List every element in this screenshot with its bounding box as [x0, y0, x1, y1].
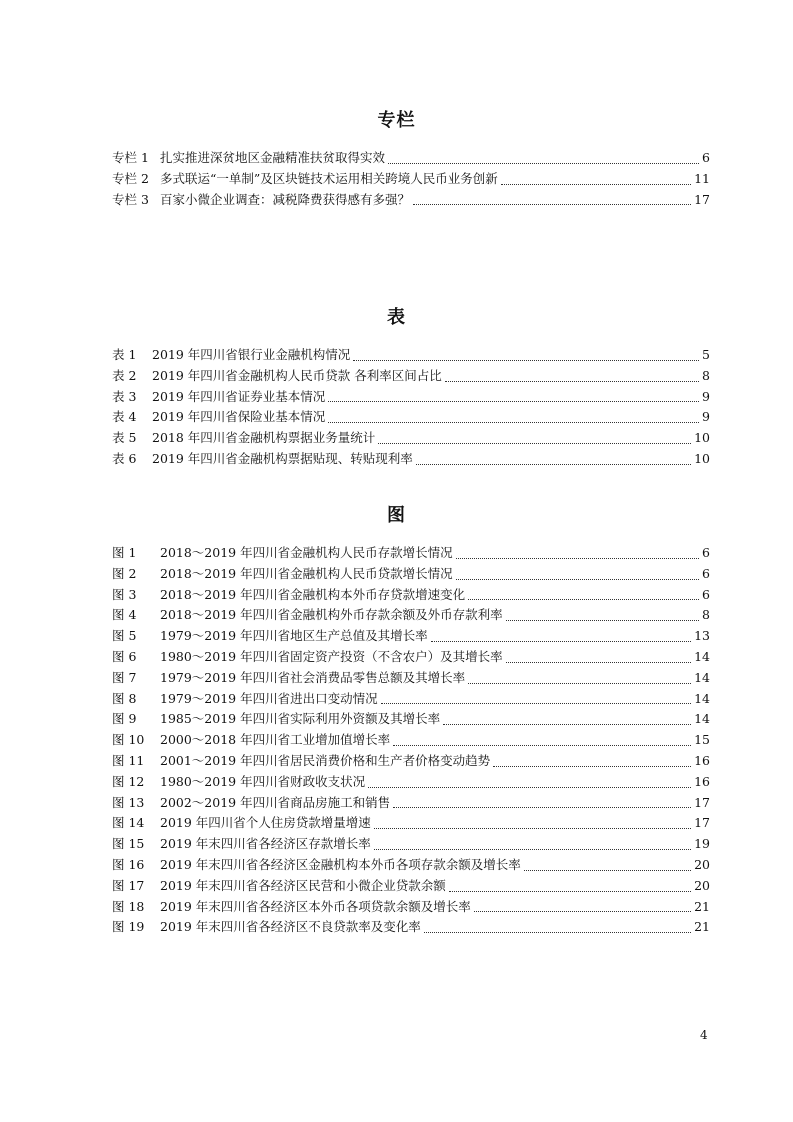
- toc-entry-label: 图 17: [112, 877, 145, 893]
- toc-entry-label: 图 8: [112, 690, 137, 706]
- toc-entry-page: 14: [694, 669, 710, 685]
- toc-entry-page: 19: [694, 836, 710, 852]
- toc-entry[interactable]: [112, 345, 710, 366]
- toc-entry-title: 2018～2019 年四川省金融机构人民币存款增长情况: [160, 545, 453, 560]
- toc-entry-title: 2019 年末四川省各经济区本外币各项贷款余额及增长率: [160, 898, 471, 914]
- toc-leader-dots: [468, 682, 691, 684]
- toc-entry-title: 2018 年四川省金融机构票据业务量统计: [152, 430, 376, 446]
- toc-entry-title: 2018～2019 年四川省金融机构人民币贷款增长情况: [160, 565, 453, 581]
- toc-entry[interactable]: [112, 407, 710, 428]
- toc-entry-title: 2019 年四川省金融机构票据贴现、转贴现利率: [152, 450, 413, 466]
- toc-leader-dots: [506, 661, 691, 663]
- toc-entry-title: 1980～2019 年四川省固定资产投资（不含农户）及其增长率: [160, 648, 503, 664]
- toc-entry[interactable]: [112, 543, 710, 564]
- toc-entry-title: 2019 年末四川省各经济区不良贷款率及变化率: [160, 919, 421, 935]
- toc-entry-page: 21: [694, 919, 710, 935]
- toc-entry-title: 2019 年四川省证券业基本情况: [152, 388, 326, 404]
- toc-entry-page: 8: [702, 367, 710, 383]
- toc-entry-label: 图 13: [112, 794, 145, 810]
- toc-leader-dots: [374, 848, 691, 850]
- toc-entry-label: 图 6: [112, 648, 137, 664]
- toc-entry[interactable]: [112, 366, 710, 387]
- toc-entry-label: 图 18: [112, 898, 145, 914]
- toc-entry-label: 图 10: [112, 732, 145, 748]
- toc-entry[interactable]: [112, 689, 710, 710]
- toc-entry-page: 16: [694, 773, 710, 789]
- page-number: 4: [700, 1028, 708, 1042]
- toc-entry-title: 2019 年末四川省各经济区民营和小微企业贷款余额: [160, 877, 446, 893]
- toc-entry-label: 表 5: [112, 430, 137, 446]
- toc-entry[interactable]: [112, 626, 710, 647]
- toc-entry[interactable]: [112, 730, 710, 751]
- toc-entry-title: 2019 年四川省个人住房贷款增量增速: [160, 815, 371, 831]
- toc-entry[interactable]: [112, 709, 710, 730]
- toc-entry-page: 6: [702, 586, 710, 602]
- toc-entry-page: 6: [702, 565, 710, 581]
- toc-entry-title: 1985～2019 年四川省实际利用外资额及其增长率: [160, 711, 441, 727]
- toc-entry[interactable]: [112, 917, 710, 938]
- toc-entry-page: 17: [694, 815, 710, 831]
- toc-entry-page: 21: [694, 898, 710, 914]
- toc-entry-page: 8: [702, 607, 710, 623]
- toc-entry-page: 5: [702, 347, 710, 362]
- toc-entry-title: 1980～2019 年四川省财政收支状况: [160, 773, 366, 789]
- toc-leader-dots: [381, 702, 691, 704]
- toc-entry-title: 2019 年四川省保险业基本情况: [152, 409, 326, 425]
- toc-entry-label: 图 9: [112, 711, 137, 727]
- toc-entry[interactable]: [112, 813, 710, 834]
- toc-leader-dots: [456, 578, 699, 580]
- toc-leader-dots: [416, 463, 691, 465]
- toc-entry[interactable]: [112, 449, 710, 470]
- toc-entry-label: 表 2: [112, 367, 137, 383]
- toc-entry-page: 20: [694, 877, 710, 893]
- toc-entry-label: 图 1: [112, 545, 137, 560]
- toc-entry[interactable]: [112, 387, 710, 408]
- toc-entry-page: 14: [694, 648, 710, 664]
- toc-entry-title: 2019 年末四川省各经济区金融机构本外币各项存款余额及增长率: [160, 856, 521, 872]
- toc-entry-title: 1979～2019 年四川省地区生产总值及其增长率: [160, 628, 428, 644]
- figures-heading: 图: [387, 505, 406, 526]
- toc-entry[interactable]: [112, 564, 710, 585]
- toc-entry-page: 6: [702, 150, 710, 165]
- toc-entry-label: 图 2: [112, 565, 137, 581]
- toc-entry-title: 2001～2019 年四川省居民消费价格和生产者价格变动趋势: [160, 752, 491, 768]
- toc-entry-label: 图 15: [112, 836, 145, 852]
- toc-entry[interactable]: [112, 428, 710, 449]
- toc-entry-label: 图 19: [112, 919, 145, 935]
- toc-entry-title: 2018～2019 年四川省金融机构本外币存贷款增速变化: [160, 586, 466, 602]
- toc-entry-label: 图 7: [112, 669, 137, 685]
- toc-entry-page: 14: [694, 711, 710, 727]
- toc-entry-title: 2018～2019 年四川省金融机构外币存款余额及外币存款利率: [160, 607, 503, 623]
- toc-leader-dots: [443, 723, 691, 725]
- toc-leader-dots: [413, 203, 691, 205]
- toc-leader-dots: [328, 400, 699, 402]
- toc-entry[interactable]: [112, 834, 710, 855]
- toc-entry[interactable]: [112, 148, 710, 169]
- toc-entry-page: 14: [694, 690, 710, 706]
- toc-leader-dots: [524, 869, 691, 871]
- toc-entry-label: 图 11: [112, 752, 145, 768]
- toc-entry[interactable]: [112, 793, 710, 814]
- toc-leader-dots: [368, 786, 691, 788]
- toc-leader-dots: [353, 359, 699, 361]
- toc-entry-title: 2000～2018 年四川省工业增加值增长率: [160, 732, 391, 748]
- toc-entry-title: 扎实推进深贫地区金融精准扶贫取得实效: [160, 150, 386, 165]
- columns-heading: 专栏: [377, 110, 416, 131]
- toc-entry-title: 2019 年四川省金融机构人民币贷款 各利率区间占比: [152, 367, 442, 383]
- toc-entry-title: 2019 年末四川省各经济区存款增长率: [160, 836, 371, 852]
- toc-entry-label: 专栏 2: [112, 170, 149, 186]
- toc-leader-dots: [474, 910, 691, 912]
- toc-leader-dots: [468, 598, 699, 600]
- toc-entry-page: 17: [694, 191, 710, 207]
- toc-entry[interactable]: [112, 876, 710, 897]
- tables-list: [112, 345, 710, 470]
- toc-entry-page: 20: [694, 856, 710, 872]
- toc-leader-dots: [445, 380, 699, 382]
- toc-entry-page: 16: [694, 752, 710, 768]
- toc-entry-page: 6: [702, 545, 710, 560]
- toc-entry-title: 1979～2019 年四川省进出口变动情况: [160, 690, 378, 706]
- columns-list: [112, 148, 710, 210]
- toc-entry-label: 专栏 1: [112, 150, 149, 165]
- toc-entry[interactable]: [112, 855, 710, 876]
- toc-entry-title: 多式联运“一单制”及区块链技术运用相关跨境人民币业务创新: [160, 170, 498, 186]
- toc-entry-label: 图 4: [112, 607, 137, 623]
- toc-entry-page: 11: [694, 170, 710, 186]
- toc-entry-label: 图 12: [112, 773, 145, 789]
- toc-entry[interactable]: [112, 751, 710, 772]
- toc-entry-label: 图 16: [112, 856, 145, 872]
- toc-entry[interactable]: [112, 169, 710, 190]
- toc-entry[interactable]: [112, 585, 710, 606]
- toc-entry-label: 表 6: [112, 450, 137, 466]
- toc-entry-label: 图 5: [112, 628, 137, 644]
- toc-entry[interactable]: [112, 772, 710, 793]
- toc-entry[interactable]: [112, 605, 710, 626]
- toc-entry-page: 17: [694, 794, 710, 810]
- toc-entry[interactable]: [112, 668, 710, 689]
- toc-leader-dots: [493, 765, 691, 767]
- toc-entry-title: 2002～2019 年四川省商品房施工和销售: [160, 794, 391, 810]
- toc-entry-page: 10: [694, 430, 710, 446]
- toc-entry-page: 9: [702, 388, 710, 404]
- toc-entry[interactable]: [112, 647, 710, 668]
- toc-entry-title: 1979～2019 年四川省社会消费品零售总额及其增长率: [160, 669, 466, 685]
- toc-entry-title: 百家小微企业调查：减税降费获得感有多强？: [160, 191, 411, 207]
- toc-entry[interactable]: [112, 897, 710, 918]
- toc-leader-dots: [378, 442, 691, 444]
- toc-leader-dots: [328, 421, 699, 423]
- toc-entry-label: 专栏 3: [112, 191, 149, 207]
- toc-leader-dots: [501, 183, 691, 185]
- toc-leader-dots: [424, 931, 691, 933]
- toc-leader-dots: [449, 890, 691, 892]
- toc-leader-dots: [431, 640, 691, 642]
- toc-entry-page: 10: [694, 450, 710, 466]
- toc-entry-label: 图 14: [112, 815, 145, 831]
- toc-leader-dots: [393, 744, 691, 746]
- toc-entry-label: 表 1: [112, 347, 137, 362]
- toc-leader-dots: [388, 162, 699, 164]
- toc-leader-dots: [393, 806, 691, 808]
- toc-entry-label: 表 3: [112, 388, 137, 404]
- toc-entry-page: 9: [702, 409, 710, 425]
- toc-leader-dots: [456, 557, 699, 559]
- toc-entry-page: 13: [694, 628, 710, 644]
- toc-leader-dots: [506, 619, 699, 621]
- toc-entry-page: 15: [694, 732, 710, 748]
- toc-entry-label: 图 3: [112, 586, 137, 602]
- toc-entry-title: 2019 年四川省银行业金融机构情况: [152, 347, 351, 362]
- figures-list: [112, 543, 710, 938]
- tables-heading: 表: [387, 307, 406, 328]
- toc-entry-label: 表 4: [112, 409, 137, 425]
- toc-entry[interactable]: [112, 190, 710, 211]
- toc-leader-dots: [374, 827, 691, 829]
